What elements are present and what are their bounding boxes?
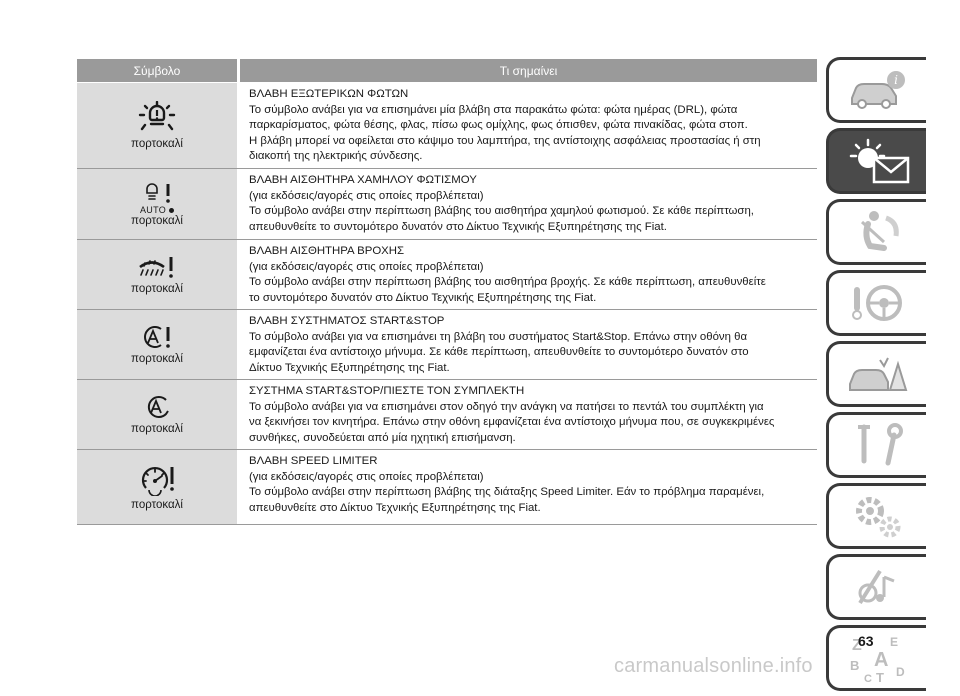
row-text-line: (για εκδόσεις/αγορές στις οποίες προβλέπεται): [249, 260, 484, 273]
svg-text:i: i: [893, 73, 898, 87]
speed-limiter-fault-icon: [137, 464, 177, 496]
gears-icon: [848, 491, 908, 541]
color-label: πορτοκαλί: [131, 283, 183, 295]
row-title: ΣΥΣΤΗΜΑ START&STOP/ΠΙΕΣΤΕ ΤΟΝ ΣΥΜΠΛΕΚΤΗ: [249, 385, 525, 397]
row-title: ΒΛΑΒΗ ΑΙΣΘΗΤΗΡΑ ΒΡΟΧΗΣ: [249, 245, 405, 257]
row-text-line: διακοπή της ηλεκτρικής σύνδεσης.: [249, 150, 423, 162]
meaning-cell: [240, 380, 817, 449]
start-stop-fault-icon: [140, 324, 174, 350]
tab-emergency[interactable]: [826, 341, 926, 407]
symbol-cell: [77, 83, 237, 168]
table-row: [77, 310, 817, 380]
auto-label: AUTO: [139, 205, 167, 215]
chapter-tabs: [826, 57, 929, 696]
meaning-cell: [240, 310, 817, 379]
row-text-line: Το σύμβολο ανάβει για να επισημάνει μία βλάβη στα παρακάτω φώτα: φώτα ημέρας (DRL), φώτα: [249, 103, 738, 116]
row-title: ΒΛΑΒΗ ΣΥΣΤΗΜΑΤΟΣ START&STOP: [249, 315, 445, 327]
index-letter: A: [873, 649, 888, 671]
low-beam-sensor-fault-icon: [140, 181, 174, 215]
row-title: ΒΛΑΒΗ ΑΙΣΘΗΤΗΡΑ ΧΑΜΗΛΟΥ ΦΩΤΙΣΜΟΥ: [249, 174, 477, 186]
row-text-line: (για εκδόσεις/αγορές στις οποίες προβλέπεται): [249, 470, 484, 483]
row-text-line: Το σύμβολο ανάβει στην περίπτωση βλάβης του αισθητήρα βροχής. Σε κάθε περίπτωση, απευθυνθείτε: [249, 276, 766, 288]
multimedia-note-icon: [850, 563, 906, 611]
row-text-line: Η βλάβη μπορεί να οφείλεται στο κάψιμο του λαμπτήρα, της αντίστοιχης ασφάλειας προστασίας ή στη: [249, 134, 761, 147]
color-label: πορτοκαλί: [131, 138, 183, 150]
index-letter: D: [895, 665, 905, 679]
seat-airbag-icon: [848, 208, 908, 256]
index-letter: E: [889, 635, 898, 649]
row-text-line: το συντομότερο δυνατόν στο Δίκτυο Τεχνικής Εξυπηρέτησης της Fiat.: [249, 291, 597, 304]
rain-sensor-fault-icon: [137, 254, 177, 280]
row-text-line: παρκαρίσματος, φώτα θέσης, φλας, πίσω φως ομίχλης, φως όπισθεν, φώτα πινακίδας, φώτα στοπ.: [249, 119, 748, 131]
table-row: [77, 240, 817, 310]
index-letter: T: [875, 670, 884, 684]
page-number: 63: [858, 633, 874, 649]
meaning-cell: [240, 169, 817, 239]
warning-lights-table: [77, 59, 817, 525]
row-title: ΒΛΑΒΗ SPEED LIMITER: [249, 455, 378, 467]
meaning-cell: [240, 83, 817, 168]
exterior-light-fault-icon: [137, 101, 177, 135]
steering-key-icon: [848, 279, 908, 327]
table-row: [77, 380, 817, 450]
symbol-cell: [77, 240, 237, 309]
color-label: πορτοκαλί: [131, 423, 183, 435]
color-label: πορτοκαλί: [131, 498, 183, 511]
index-letter: Z: [851, 637, 862, 654]
car-info-icon: [846, 68, 910, 112]
table-header: [77, 59, 817, 83]
row-text-line: Το σύμβολο ανάβει για να επισημάνει τη βλάβη του συστήματος Start&Stop. Επάνω στην οθόνη θα: [249, 330, 748, 343]
tab-maintenance[interactable]: [826, 412, 926, 478]
index-letter: B: [849, 658, 859, 673]
symbol-cell: [77, 380, 237, 449]
row-text-line: συνθήκες, συνοδεύεται από μία ηχητική επισήμανση.: [249, 431, 516, 444]
row-text-line: να ξεκινήσει τον κινητήρα. Επάνω στην οθόνη εμφανίζεται ένα αντίστοιχο μήνυμα που, σε συγκεκριμένες: [249, 416, 775, 428]
meaning-cell: [240, 240, 817, 309]
row-text-line: απευθυνθείτε στο Δίκτυο Τεχνικής Εξυπηρέτησης της Fiat.: [249, 501, 541, 514]
tab-technical-data[interactable]: [826, 483, 926, 549]
row-text-line: Το σύμβολο ανάβει στην περίπτωση βλάβης του αισθητήρα χαμηλού φωτισμού. Σε κάθε περίπτωση,: [249, 205, 754, 217]
header-meaning: Τι σημαίνει: [240, 59, 817, 82]
table-row: [77, 169, 817, 240]
car-accident-icon: [846, 350, 910, 398]
symbol-cell: [77, 310, 237, 379]
color-label: πορτοκαλί: [131, 353, 183, 365]
index-letter: C: [863, 673, 872, 684]
tab-multimedia[interactable]: [826, 554, 926, 620]
color-label: πορτοκαλί: [131, 215, 183, 227]
sensor-dot-icon: [169, 208, 174, 213]
start-stop-clutch-icon: [142, 394, 172, 420]
tab-warning-lights[interactable]: [826, 128, 926, 194]
symbol-cell: [77, 450, 237, 524]
row-text-line: (για εκδόσεις/αγορές στις οποίες προβλέπεται): [249, 189, 484, 202]
meaning-cell: [240, 450, 817, 524]
index-letters-icon: [846, 632, 910, 684]
warning-light-message-icon: [842, 136, 914, 186]
table-row: [77, 450, 817, 525]
tab-car-info[interactable]: [826, 57, 926, 123]
row-text-line: απευθυνθείτε το συντομότερο δυνατόν στο Δίκτυο Τεχνικής Εξυπηρέτησης της Fiat.: [249, 220, 667, 233]
row-text-line: εμφανίζεται ένα αντίστοιχο μήνυμα. Σε κάθε περίπτωση, απευθυνθείτε το συντομότερο δυνατόν στο: [249, 346, 749, 358]
tab-starting-driving[interactable]: [826, 270, 926, 336]
tab-index[interactable]: [826, 625, 926, 691]
tab-safety[interactable]: [826, 199, 926, 265]
symbol-cell: [77, 169, 237, 239]
row-text-line: Το σύμβολο ανάβει για να επισημάνει στον οδηγό την ανάγκη να πατήσει το πεντάλ του συμπλέκτη για: [249, 400, 764, 413]
row-title: ΒΛΑΒΗ ΕΞΩΤΕΡΙΚΩΝ ΦΩΤΩΝ: [249, 88, 409, 100]
tools-icon: [850, 421, 906, 469]
watermark: carmanualsonline.info: [614, 655, 813, 677]
table-row: [77, 83, 817, 169]
row-text-line: Δίκτυο Τεχνικής Εξυπηρέτησης της Fiat.: [249, 361, 450, 374]
row-text-line: Το σύμβολο ανάβει στην περίπτωση βλάβης της διάταξης Speed Limiter. Εάν το πρόβλημα παραμένει,: [249, 486, 765, 498]
header-symbol: Σύμβολο: [77, 59, 237, 82]
